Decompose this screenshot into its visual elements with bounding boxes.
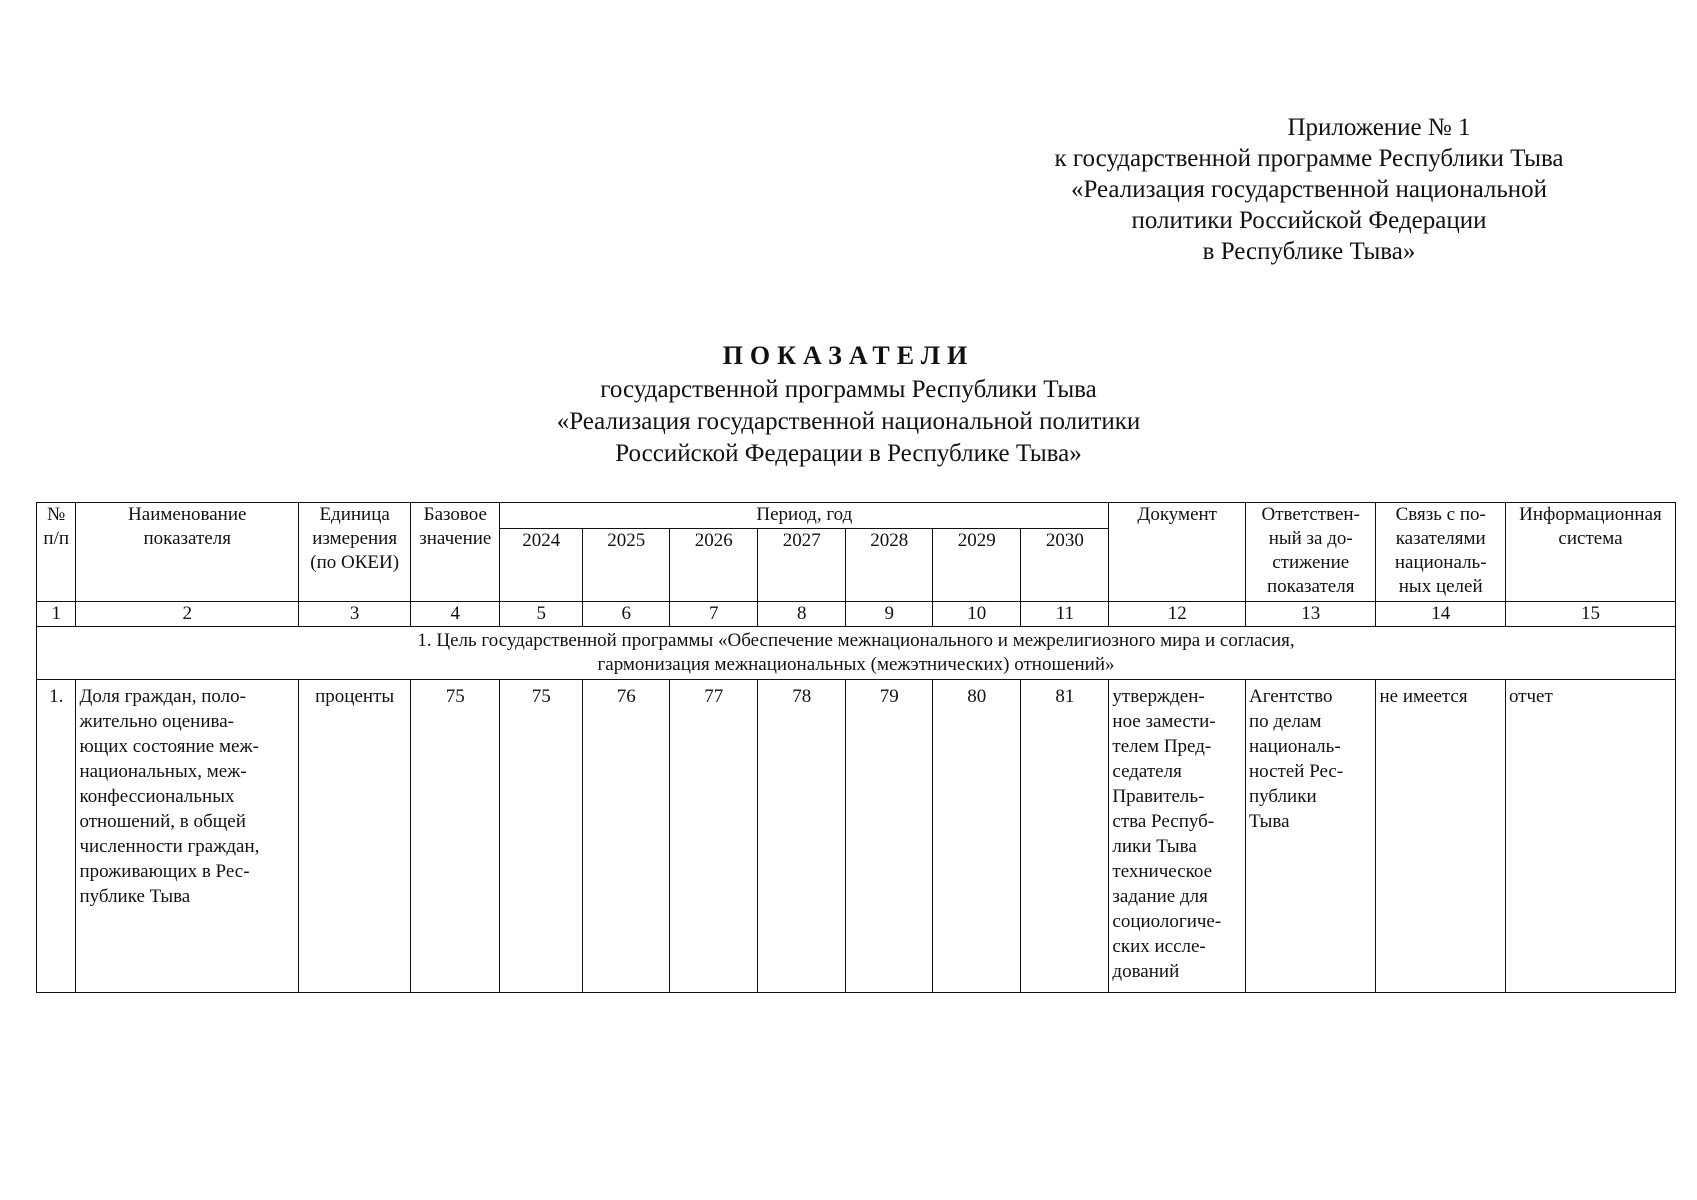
row-value: 76 [583,680,670,993]
row-infosys: отчет [1505,680,1675,993]
document-heading [0,340,1697,470]
heading-line: «Реализация государственной национальной политики [556,408,1141,435]
appendix-line: в Республике Тыва» [1202,238,1416,265]
document-title: ПОКАЗАТЕЛИ [722,341,975,370]
row-document: утвержден- ное замести- телем Пред- седателя Правитель- ства Респуб- лики Тыва техническое задание для социологиче- ских иссле- дований [1109,680,1246,993]
header-name: Наименование показателя [76,503,299,602]
row-name: Доля граждан, поло- жительно оценива- ющих состояние меж- национальных, меж- конфессиональных отношений, в общей численности граждан, проживающих в Рес- публике Тыва [76,680,299,993]
header-year: 2026 [670,529,758,602]
indicators-table [36,502,1676,993]
column-number: 4 [411,602,500,627]
column-number: 3 [299,602,411,627]
column-numbers-row [37,602,1676,627]
row-unit: проценты [299,680,411,993]
column-number: 9 [846,602,933,627]
appendix-block [989,112,1629,267]
header-year: 2028 [846,529,933,602]
column-number: 15 [1505,602,1675,627]
header-responsible: Ответствен- ный за до- стижение показателя [1245,503,1376,602]
column-number: 6 [583,602,670,627]
row-responsible: Агентство по делам националь- ностей Рес- публики Тыва [1245,680,1376,993]
appendix-line: к государственной программе Республики Тыва [1054,145,1564,172]
row-num: 1. [37,680,76,993]
header-unit: Единица измерения (по ОКЕИ) [299,503,411,602]
header-row [37,503,1676,529]
table-row [37,680,1676,993]
row-value: 77 [670,680,758,993]
column-number: 11 [1021,602,1109,627]
appendix-line: «Реализация государственной национальной [1070,176,1548,203]
header-year: 2025 [583,529,670,602]
column-number: 2 [76,602,299,627]
header-document: Документ [1109,503,1246,602]
column-number: 10 [933,602,1021,627]
header-base: Базовое значение [411,503,500,602]
row-value: 80 [933,680,1021,993]
heading-line: Российской Федерации в Республике Тыва» [615,440,1082,467]
column-number: 14 [1376,602,1505,627]
header-link: Связь с по- казателями националь- ных целей [1376,503,1505,602]
column-number: 12 [1109,602,1246,627]
header-year: 2029 [933,529,1021,602]
header-year: 2030 [1021,529,1109,602]
appendix-line: политики Российской Федерации [1131,207,1487,234]
heading-line: государственной программы Республики Тыва [600,376,1097,403]
goal-text: 1. Цель государственной программы «Обеспечение межнационального и межрелигиозного мира и согласия, гармонизация межнациональных (межэтнических) отношений» [37,627,1676,680]
row-value: 75 [500,680,583,993]
header-year: 2027 [758,529,846,602]
row-value: 79 [846,680,933,993]
row-value: 81 [1021,680,1109,993]
header-infosys: Информационная система [1505,503,1675,602]
row-link: не имеется [1376,680,1505,993]
header-year: 2024 [500,529,583,602]
column-number: 5 [500,602,583,627]
row-base: 75 [411,680,500,993]
column-number: 8 [758,602,846,627]
header-period: Период, год [500,503,1109,529]
goal-row [37,627,1676,680]
column-number: 1 [37,602,76,627]
column-number: 7 [670,602,758,627]
appendix-line: Приложение № 1 [1287,114,1471,141]
header-num: № п/п [37,503,76,602]
row-value: 78 [758,680,846,993]
column-number: 13 [1245,602,1376,627]
